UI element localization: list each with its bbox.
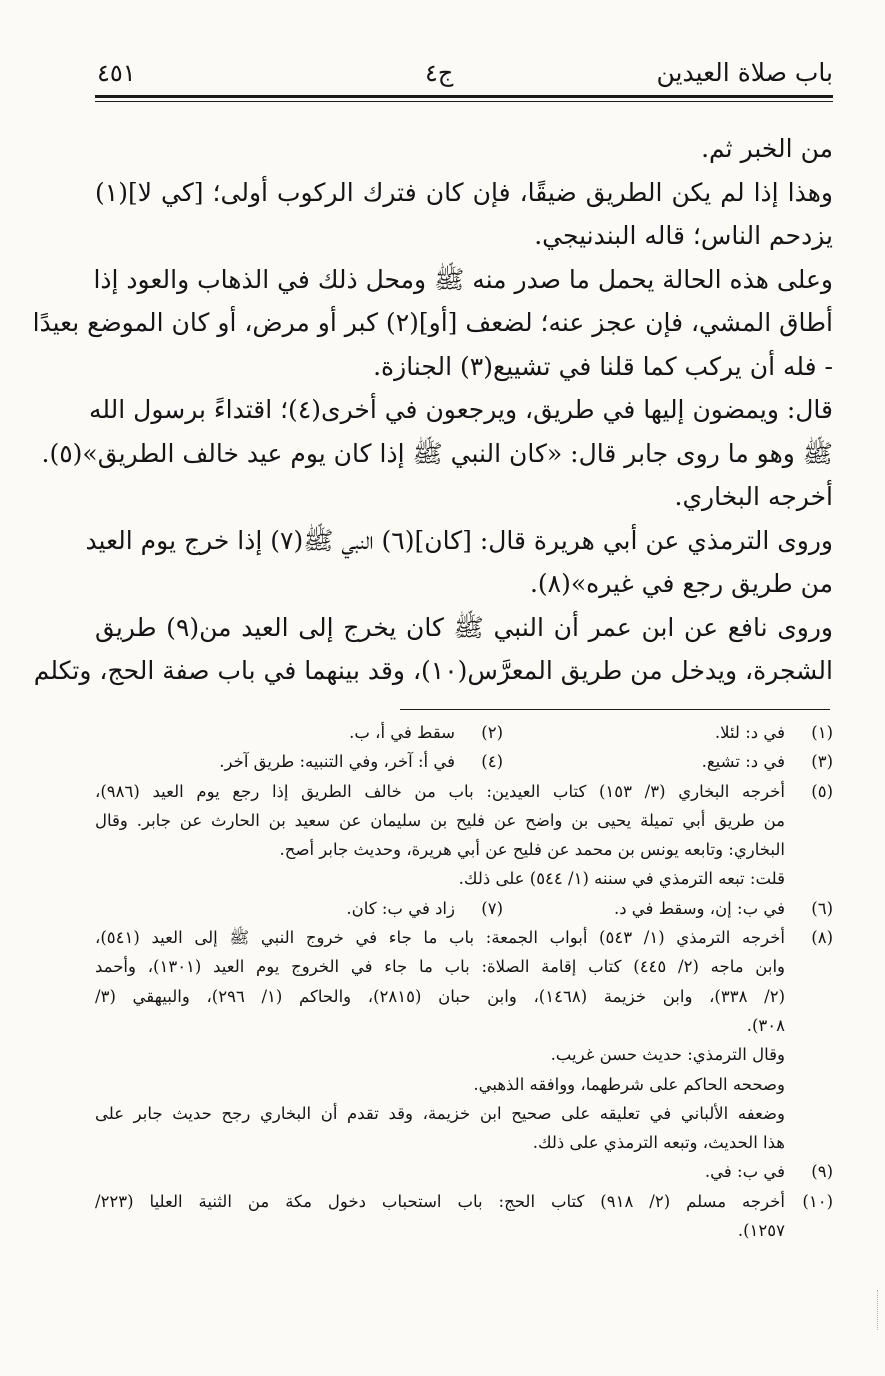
footnote-text: في د: لئلا.	[714, 723, 785, 742]
footnote-text: وابن ماجه (٢/ ٤٤٥) كتاب إقامة الصلاة: باب ما جاء في الخروج يوم العيد (١٣٠١)، وأحمد	[95, 957, 786, 977]
footnote-text: زاد في ب: كان.	[346, 898, 455, 918]
footnote-row	[95, 806, 833, 835]
footnote-number: (١)	[811, 723, 833, 742]
footnote-row	[95, 747, 833, 776]
footnote-row	[95, 1011, 833, 1040]
body-line: قال: ويمضون إليها في طريق، ويرجعون في أخرى(٤)؛ اقتداءً برسول الله	[88, 395, 833, 424]
footnote-text: هذا الحديث، وتبعه الترمذي على ذلك.	[532, 1133, 785, 1153]
footnotes	[95, 718, 833, 1245]
footnote-row	[95, 1187, 833, 1216]
body-line: أطاق المشي، فإن عجز عنه؛ لضعف [أو](٢) كبر أو مرض، أو كان الموضع بعيدًا	[32, 308, 833, 337]
margin-mark	[874, 1290, 878, 1330]
footnote-text: أخرجه مسلم (٢/ ٩١٨) كتاب الحج: باب استحباب دخول مكة من الثنية العليا (٢٢٣/	[95, 1191, 785, 1211]
header-rule-thin	[95, 101, 833, 102]
chapter-title: باب صلاة العيدين	[656, 58, 833, 87]
footnote-number: (٢)	[481, 723, 503, 742]
footnote-text: (٢/ ٣٣٨)، وابن خزيمة (١٤٦٨)، وابن حبان (٢٨١٥)، والحاكم (١/ ٢٩٦)، والبيهقي (٣/	[95, 986, 786, 1006]
body-line: الشجرة، ويدخل من طريق المعرَّس(١٠)، وقد بينهما في باب صفة الحج، وتكلم	[33, 656, 833, 685]
body-line: وروى الترمذي عن أبي هريرة قال: [كان](٦) النبي ﷺ(٧) إذا خرج يوم العيد	[85, 525, 833, 555]
footnote-text: وقال الترمذي: حديث حسن غريب.	[550, 1045, 785, 1065]
footnote-text: من طريق أبي تميلة يحيى بن واضح عن فليح بن سليمان عن سعيد بن الحارث عن جابر. وقال	[95, 810, 785, 830]
body-line: - فله أن يركب كما قلنا في تشييع(٣) الجنازة.	[373, 351, 833, 381]
header-rule-thick	[95, 95, 833, 98]
footnote-row	[95, 923, 833, 952]
footnote-number: (٦)	[811, 898, 833, 918]
footnote-row	[95, 1070, 833, 1099]
body-line: أخرجه البخاري.	[674, 482, 833, 511]
footnote-text: في ب: إن، وسقط في د.	[613, 898, 785, 918]
footnote-number: (٤)	[481, 752, 503, 772]
footnote-row	[95, 1128, 833, 1157]
footnote-number: (٣)	[811, 752, 833, 772]
footnote-number: (٧)	[481, 898, 503, 918]
body-line: وهذا إذا لم يكن الطريق ضيقًا، فإن كان فترك الركوب أولى؛ [كي لا](١)	[95, 177, 833, 207]
footnote-row	[95, 894, 833, 923]
body-line: من الخبر ثم.	[701, 134, 833, 163]
footnote-text: ١٢٥٧).	[737, 1221, 785, 1241]
footnote-text: أخرجه البخاري (٣/ ١٥٣) كتاب العيدين: باب من خالف الطريق إذا رجع يوم العيد (٩٨٦)،	[95, 781, 785, 801]
body-line: يزدحم الناس؛ قاله البندنيجي.	[534, 221, 833, 250]
footnote-row	[95, 1157, 833, 1186]
body-line: وعلى هذه الحالة يحمل ما صدر منه ﷺ ومحل ذلك في الذهاب والعود إذا	[93, 264, 833, 294]
main-text	[32, 127, 833, 693]
footnote-text: أخرجه الترمذي (١/ ٥٤٣) أبواب الجمعة: باب ما جاء في خروج النبي ﷺ إلى العيد (٥٤١)،	[95, 928, 785, 948]
footnote-row	[95, 718, 833, 747]
footnote-separator	[400, 709, 830, 710]
footnote-number: (٨)	[811, 928, 833, 948]
body-line: من طريق رجع في غيره»(٨).	[529, 569, 833, 598]
footnote-text: في أ: آخر، وفي التنبيه: طريق آخر.	[219, 752, 455, 772]
body-line: وروى نافع عن ابن عمر أن النبي ﷺ كان يخرج إلى العيد من(٩) طريق	[95, 612, 833, 642]
running-head	[95, 56, 833, 96]
footnote-text: وصححه الحاكم على شرطهما، ووافقه الذهبي.	[473, 1074, 785, 1094]
body-line: ﷺ وهو ما روى جابر قال: «كان النبي ﷺ إذا كان يوم عيد خالف الطريق»(٥).	[41, 438, 833, 468]
footnote-row	[95, 1216, 833, 1245]
footnote-row	[95, 1040, 833, 1069]
footnote-text: سقط في أ، ب.	[349, 723, 455, 742]
footnote-text: قلت: تبعه الترمذي في سننه (١/ ٥٤٤) على ذلك.	[458, 869, 785, 889]
footnote-text: ٣٠٨).	[746, 1015, 785, 1035]
page-number: ٤٥١	[97, 59, 136, 87]
footnote-row	[95, 864, 833, 893]
footnote-number: (٩)	[811, 1162, 833, 1182]
footnote-row	[95, 1099, 833, 1128]
footnote-number: (٥)	[811, 781, 833, 801]
volume-number: ج٤	[425, 59, 454, 87]
footnote-row	[95, 835, 833, 864]
footnote-number: (١٠)	[802, 1191, 833, 1211]
footnote-row	[95, 777, 833, 806]
footnote-text: البخاري: وتابعه يونس بن محمد عن فليح عن أبي هريرة، وحديث جابر أصح.	[279, 840, 785, 860]
footnote-row	[95, 982, 833, 1011]
footnote-row	[95, 952, 833, 981]
footnote-text: وضعفه الألباني في تعليقه على صحيح ابن خزيمة، وقد تقدم أن البخاري رجح حديث جابر على	[95, 1103, 785, 1123]
footnote-text: في ب: في.	[704, 1162, 785, 1182]
footnote-text: في د: تشيع.	[701, 752, 785, 772]
